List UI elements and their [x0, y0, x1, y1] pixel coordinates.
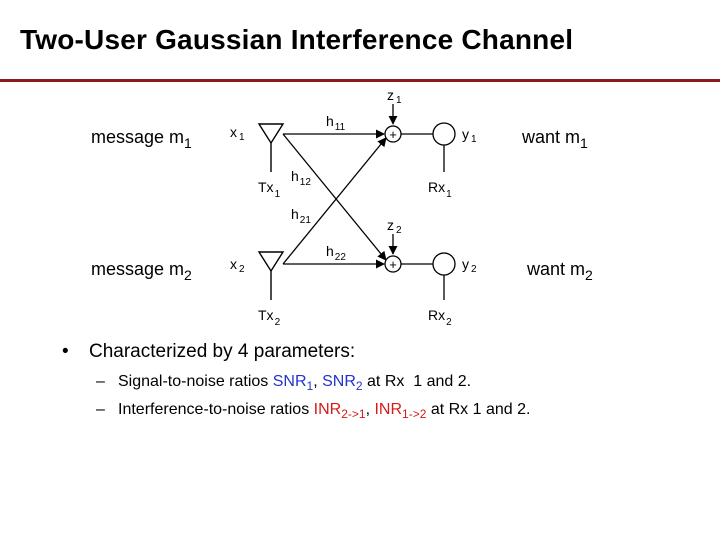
h12-label: $h_{12}$	[291, 168, 311, 188]
link-h21	[283, 138, 386, 264]
bullet-dot-icon: •	[62, 341, 69, 362]
bullet-dash-icon: –	[96, 373, 105, 390]
snr1-term: $SNR_1$	[272, 373, 314, 393]
inr-2-to-1-term: $INR_{2->1}$	[313, 401, 366, 421]
z1-label: z $_1$	[387, 88, 402, 106]
bullet-main: • Characterized by 4 parameters:	[62, 336, 702, 368]
rx2-receiver-icon	[433, 253, 455, 300]
title-divider	[0, 79, 720, 82]
x2-label: x $_2$	[230, 256, 245, 275]
x1-label: x $_1$	[230, 124, 245, 143]
page-title: Two-User Gaussian Interference Channel	[20, 24, 574, 55]
h11-label: $h_{11}$	[326, 113, 346, 133]
inr-1-to-2-term: $INR_{1->2}$	[374, 401, 427, 421]
tx1-label: $Tx_1$	[258, 179, 281, 200]
bullet-inr: – Interference-to-noise ratios $INR_{2->1}$, $INR_{1->2}$ at Rx 1 and 2.	[62, 396, 702, 424]
tx2-antenna-icon	[259, 252, 283, 300]
snr2-term: $SNR_2$	[322, 373, 363, 393]
tx2-label: $Tx_2$	[258, 307, 281, 328]
svg-text:+: +	[389, 257, 397, 272]
message-1-label: message $m_1$	[91, 127, 192, 151]
h22-label: $h_{22}$	[326, 243, 346, 263]
z2-label: z $_2$	[387, 217, 402, 236]
y2-label: y $_2$	[462, 256, 477, 275]
rx1-receiver-icon	[433, 123, 455, 172]
bullet-dash-icon: –	[96, 401, 105, 418]
message-2-label: message $m_2$	[91, 259, 192, 283]
y1-label: y $_1$	[462, 126, 477, 145]
link-h12	[283, 134, 386, 260]
bullet-list	[62, 336, 702, 424]
interference-channel-diagram	[228, 88, 480, 328]
svg-text:+: +	[389, 127, 397, 142]
want-2-label: want $m_2$	[527, 259, 593, 283]
tx1-antenna-icon	[259, 124, 283, 172]
rx1-label: $Rx_1$	[428, 179, 452, 200]
bullet-snr: – Signal-to-noise ratios $SNR_1$, $SNR_2$ at Rx 1 and 2.	[62, 368, 702, 396]
h21-label: $h_{21}$	[291, 206, 311, 226]
adder-1-icon	[385, 126, 401, 142]
want-1-label: want $m_1$	[522, 127, 588, 151]
rx2-label: $Rx_2$	[428, 307, 452, 328]
adder-2-icon	[385, 256, 401, 272]
